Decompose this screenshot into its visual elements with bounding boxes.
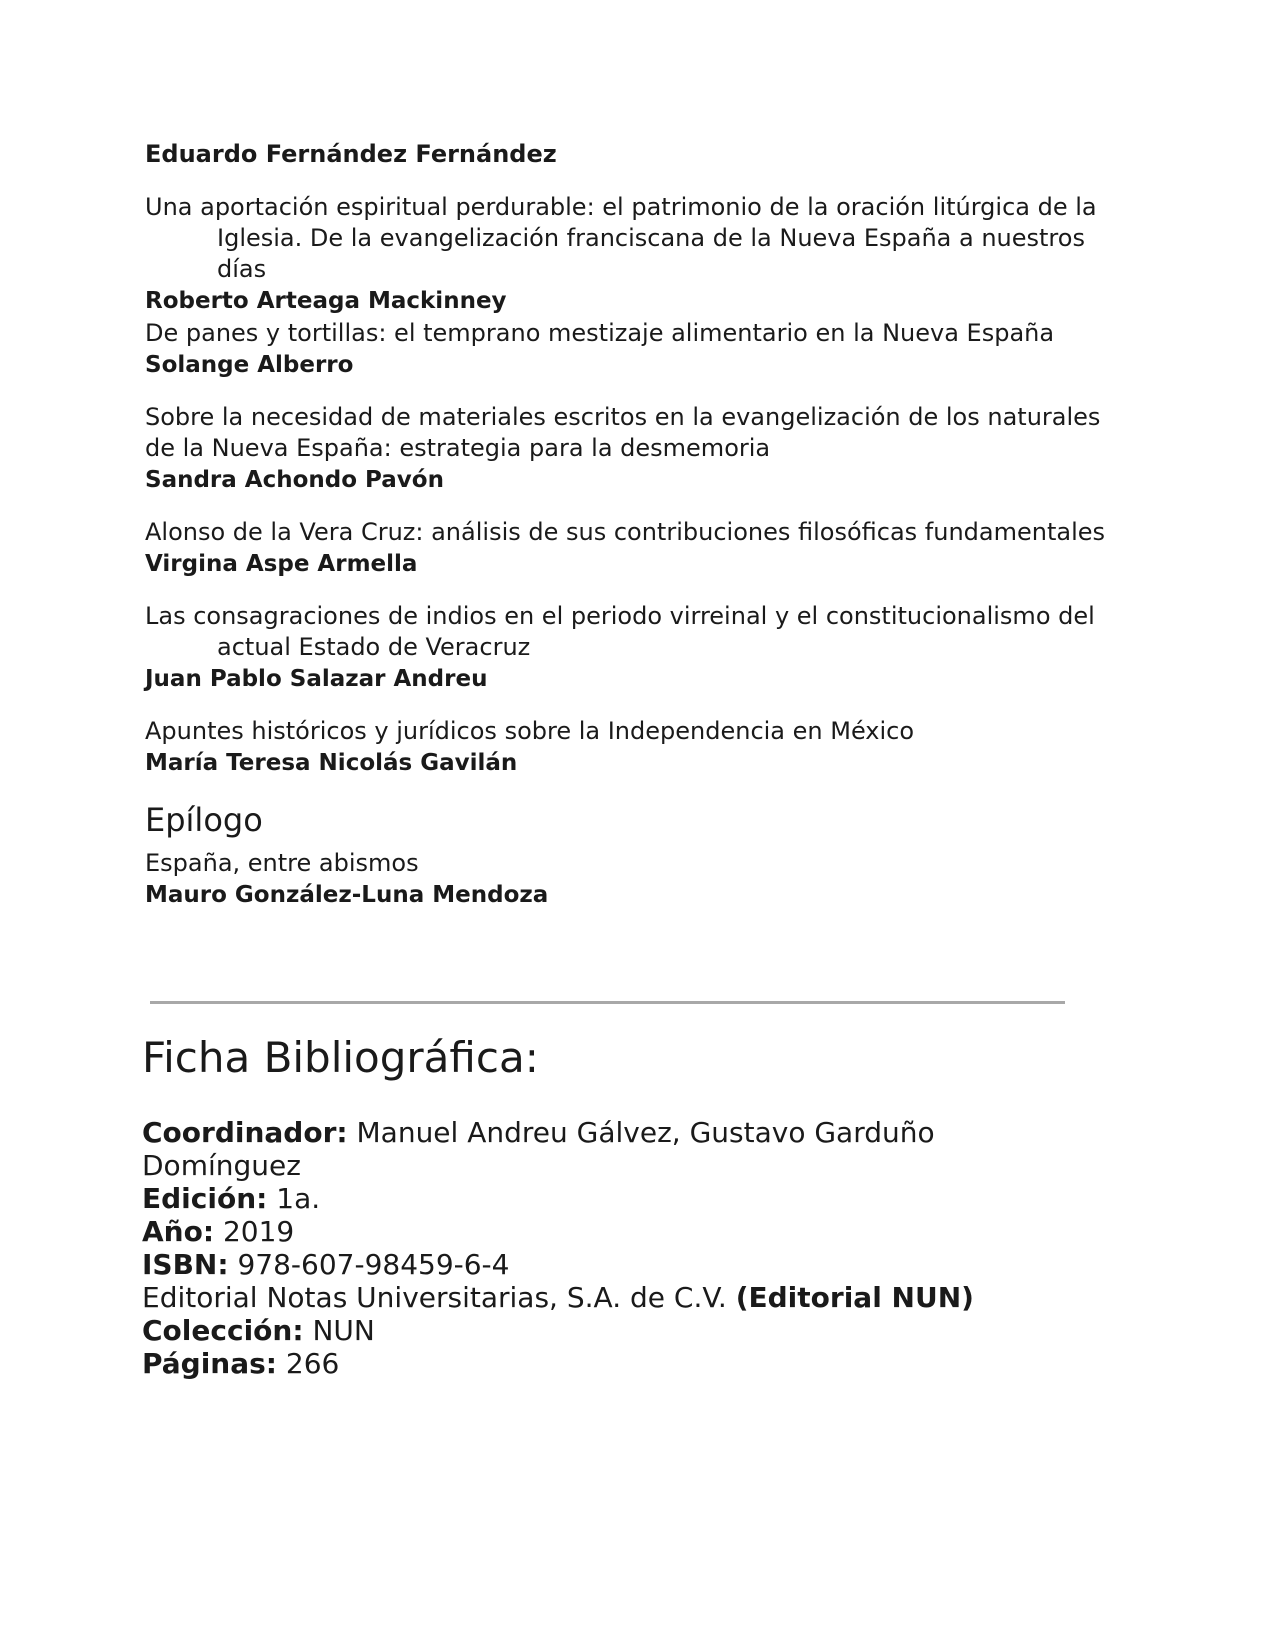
chapter-title: Alonso de la Vera Cruz: análisis de sus contribuciones filosóficas fundamentales [145,518,1106,546]
toc-entry [145,402,1130,497]
toc-entry [145,318,1130,382]
coleccion-value: NUN [312,1314,375,1347]
anio-value: 2019 [222,1215,295,1248]
chapter-title: Una aportación espiritual perdurable: el patrimonio de la oración litúrgica de la Iglesia. De la evangelización franciscana de la Nueva España a nuestros días [145,193,1097,283]
toc-entry [145,192,1130,318]
author-name: Mauro González-Luna Mendoza [145,882,549,908]
anio-row [142,1215,1102,1248]
chapter-title: Sobre la necesidad de materiales escritos en la evangelización de los naturales de la Nueva España: estrategia para la desmemoria [145,403,1101,462]
coordinador-label: Coordinador: [142,1116,348,1149]
coordinador-row [142,1116,1102,1182]
author-name: Roberto Arteaga Mackinney [145,288,507,314]
chapter-title: Las consagraciones de indios en el periodo virreinal y el constitucionalismo del actual Estado de Veracruz [145,602,1095,661]
edicion-row [142,1182,1102,1215]
editorial-row [142,1281,1102,1314]
author-name: Juan Pablo Salazar Andreu [145,666,488,692]
coordinador-value: Manuel Andreu Gálvez, Gustavo Garduño Domínguez [142,1116,935,1182]
toc-entry [145,601,1130,696]
coleccion-row [142,1314,1102,1347]
editorial-label: (Editorial NUN) [735,1281,974,1314]
author-name: María Teresa Nicolás Gavilán [145,750,518,776]
author-name: Eduardo Fernández Fernández [145,140,557,168]
author-name: Solange Alberro [145,352,354,378]
edicion-value: 1a. [276,1182,321,1215]
paginas-label: Páginas: [142,1347,277,1380]
author-name: Virgina Aspe Armella [145,551,418,577]
isbn-value: 978-607-98459-6-4 [237,1248,510,1281]
isbn-row [142,1248,1102,1281]
anio-label: Año: [142,1215,215,1248]
toc-entry [145,517,1130,581]
editorial-value: Editorial Notas Universitarias, S.A. de C.V. [142,1281,727,1314]
epilogo-heading: Epílogo [145,801,263,839]
paginas-value: 266 [285,1347,340,1380]
edicion-label: Edición: [142,1182,268,1215]
table-of-contents [145,138,1130,912]
author-name: Sandra Achondo Pavón [145,467,444,493]
chapter-title: España, entre abismos [145,849,419,877]
bibliographic-record [142,1030,1102,1380]
coleccion-label: Colección: [142,1314,304,1347]
toc-entry [145,848,1130,912]
chapter-title: Apuntes históricos y jurídicos sobre la Independencia en México [145,717,915,745]
chapter-title: De panes y tortillas: el temprano mestizaje alimentario en la Nueva España [145,319,1055,347]
ficha-heading: Ficha Bibliográfica: [142,1033,539,1082]
isbn-label: ISBN: [142,1248,229,1281]
paginas-row [142,1347,1102,1380]
toc-entry [145,716,1130,780]
section-divider [150,1001,1065,1004]
